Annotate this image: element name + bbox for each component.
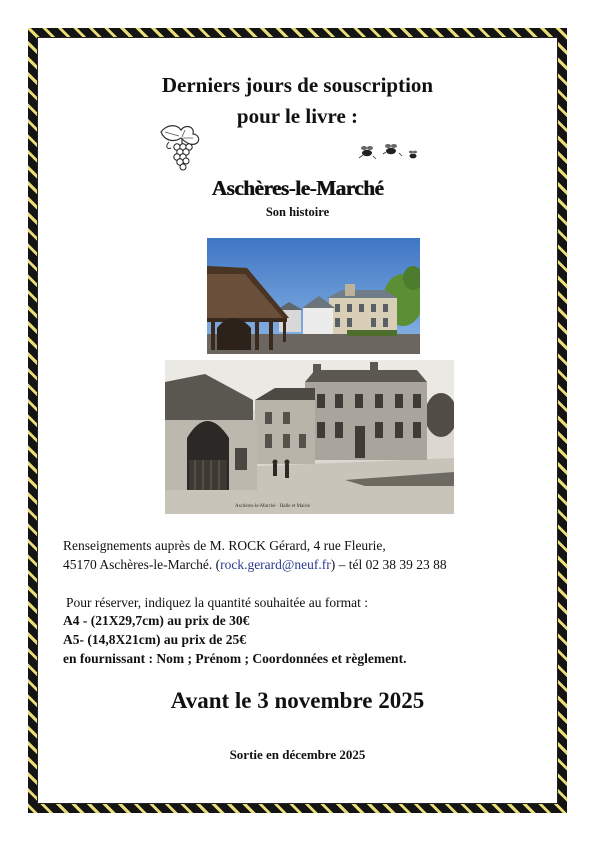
- book-title: Aschères-le-Marché: [211, 176, 384, 200]
- order-format-a5: A5- (14,8X21cm) au prix de 25€: [63, 632, 246, 647]
- deadline-text: Avant le 3 novembre 2025: [170, 688, 425, 713]
- order-requirements: en fournissant : Nom ; Prénom ; Coordonnées et règlement.: [63, 651, 407, 666]
- release-text: Sortie en décembre 2025: [229, 747, 366, 762]
- postcard-caption: Aschères-le-Marché · Halle et Mairie: [235, 504, 310, 509]
- old-postcard-photo: [165, 360, 454, 514]
- contact-line-1: Renseignements auprès de M. ROCK Gérard, 4 rue Fleurie,: [63, 538, 386, 553]
- contact-address-text: 45170 Aschères-le-Marché. (: [63, 557, 221, 572]
- book-subtitle: Son histoire: [265, 205, 330, 219]
- order-format-a4: A4 - (21X29,7cm) au prix de 30€: [63, 613, 250, 628]
- heading-line-1: Derniers jours de souscription: [161, 73, 434, 97]
- contact-email-link[interactable]: rock.gerard@neuf.fr: [220, 557, 331, 572]
- order-intro: Pour réserver, indiquez la quantité souhaitée au format :: [66, 595, 368, 610]
- contact-phone-text: ) – tél 02 38 39 23 88: [330, 557, 447, 572]
- bees-icon: [357, 140, 421, 164]
- heading-line-2: pour le livre :: [236, 104, 359, 128]
- grape-vine-icon: [155, 120, 211, 172]
- modern-market-hall-photo: [207, 238, 420, 354]
- contact-line-2: [63, 557, 447, 573]
